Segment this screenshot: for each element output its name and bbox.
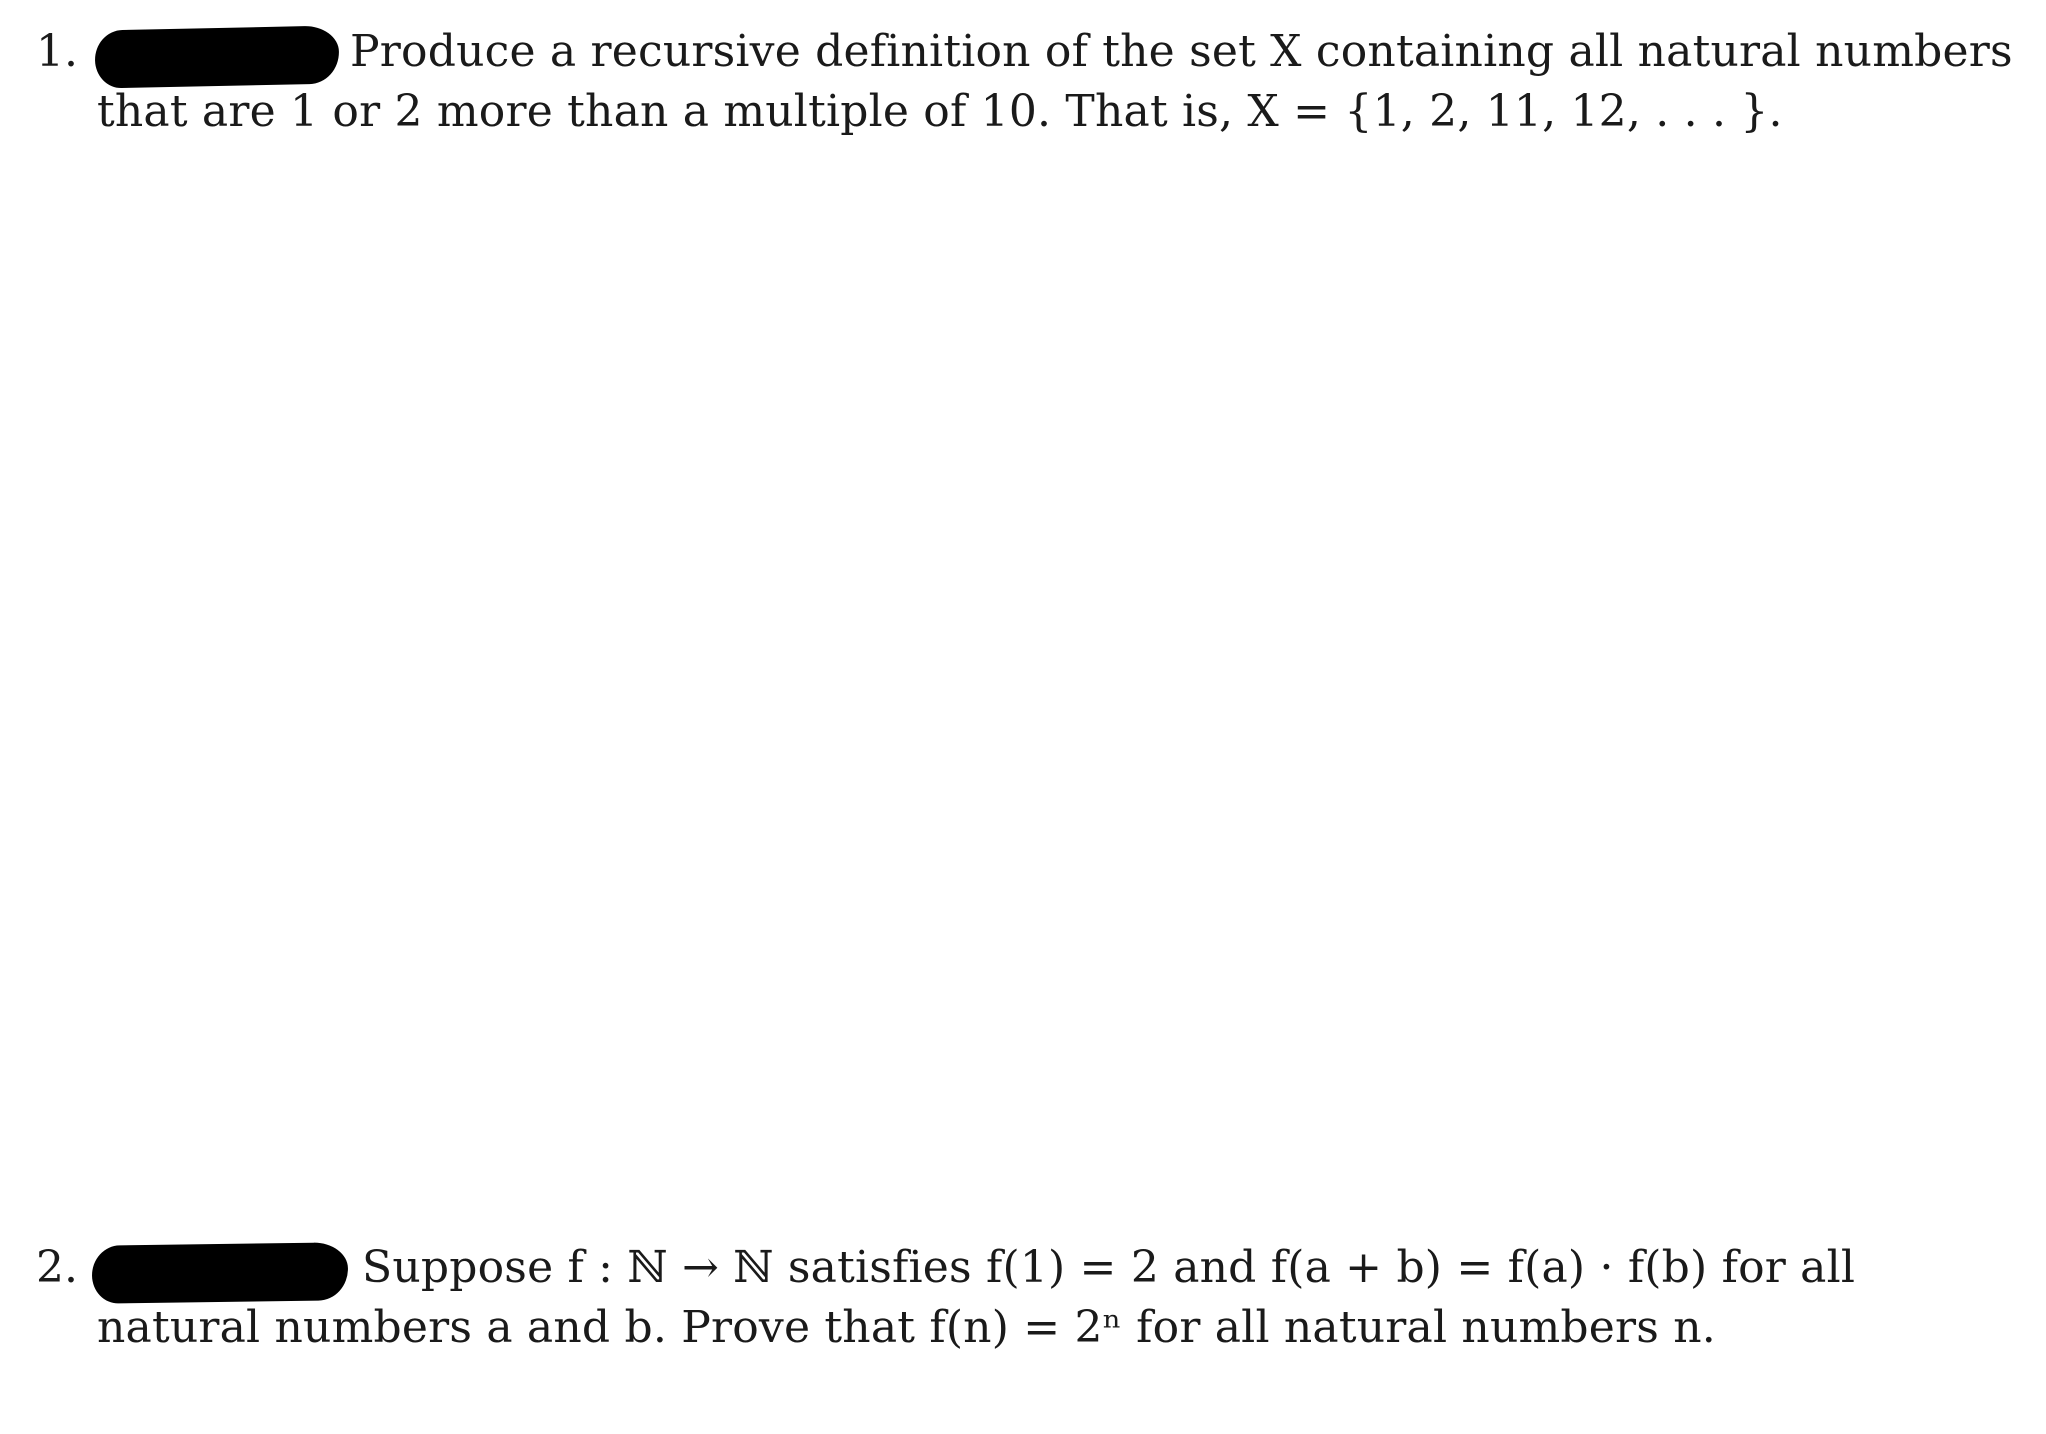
problem-text-line-2: natural numbers a and b. Prove that f(n) = 2ⁿ for all natural numbers n. bbox=[97, 1302, 1716, 1353]
problem-text-line-2: that are 1 or 2 more than a multiple of 10. That is, X = {1, 2, 11, 12, . . . }. bbox=[97, 86, 1783, 137]
redaction-mark bbox=[92, 1242, 349, 1304]
problem-number: 1. bbox=[36, 26, 78, 77]
problem-text-line-1: Produce a recursive definition of the set X containing all natural numbers bbox=[350, 26, 2013, 77]
redaction-mark bbox=[94, 25, 339, 88]
problem-number: 2. bbox=[36, 1242, 78, 1293]
problem-text-line-1: Suppose f : ℕ → ℕ satisfies f(1) = 2 and f(a + b) = f(a) · f(b) for all bbox=[362, 1242, 1856, 1293]
